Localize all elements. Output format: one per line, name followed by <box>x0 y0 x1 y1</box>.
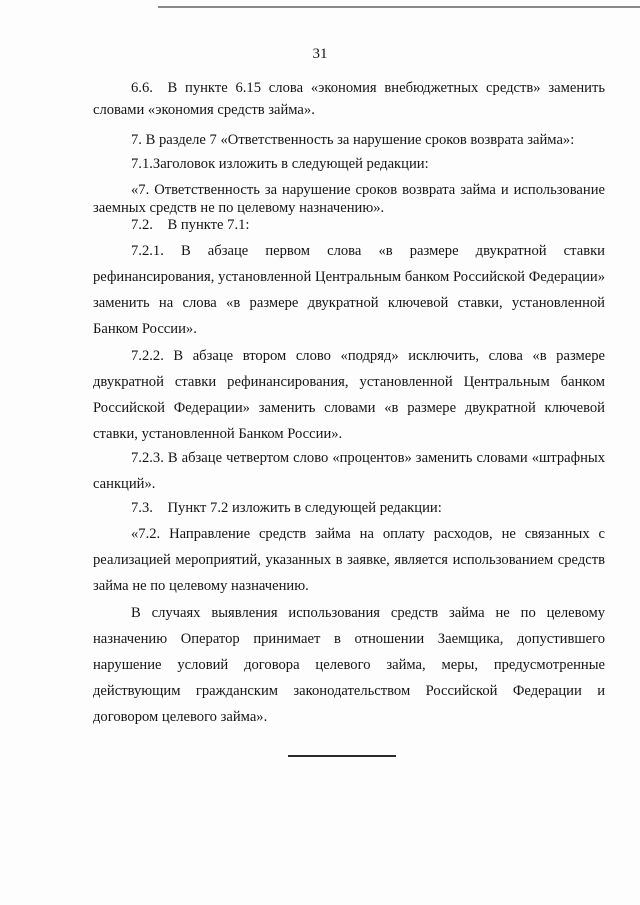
paragraph-misuse-cases: В случаях выявления использования средств займа не по целевому назначению Оператор принимает в отношении Заемщика, допустившего нарушение условий договора целевого займа, меры, предусмотренные действующим гражданским законодательством Российской Федерации и договором целевого займа». <box>93 605 605 725</box>
paragraph-6-6: 6.6. В пункте 6.15 слова «экономия внебюджетных средств» заменить словами «экономия средств займа». <box>93 80 605 118</box>
paragraph-7-1: 7.1.Заголовок изложить в следующей редакции: <box>131 156 429 172</box>
paragraph-7-2-2: 7.2.2. В абзаце втором слово «подряд» исключить, слова «в размере двукратной ставки рефинансирования, установленной Центральным банком Российской Федерации» заменить словами «в размере двукратной ключевой ставки, установленной Банком России». <box>93 348 605 442</box>
end-separator-line <box>288 755 396 757</box>
paragraph-7-2-1: 7.2.1. В абзаце первом слова «в размере двукратной ставки рефинансирования, установленной Центральным банком Российской Федерации» заменить на слова «в размере двукратной ключевой ставки, установленной Банком России». <box>93 243 605 337</box>
page-number: 31 <box>312 46 328 62</box>
paragraph-7-1-heading-text: «7. Ответственность за нарушение сроков возврата займа и использование заемных средств не по целевому назначению». <box>93 182 605 216</box>
scan-edge-line <box>158 6 640 8</box>
paragraph-7-2-3: 7.2.3. В абзаце четвертом слово «процентов» заменить словами «штрафных санкций». <box>93 450 605 492</box>
paragraph-section-7: 7. В разделе 7 «Ответственность за нарушение сроков возврата займа»: <box>131 132 575 148</box>
paragraph-7-3: 7.3. Пункт 7.2 изложить в следующей редакции: <box>131 500 442 516</box>
paragraph-7-2: 7.2. В пункте 7.1: <box>131 217 250 233</box>
paragraph-new-7-2: «7.2. Направление средств займа на оплату расходов, не связанных с реализацией мероприятий, указанных в заявке, является использованием средств займа не по целевому назначению. <box>93 526 605 594</box>
